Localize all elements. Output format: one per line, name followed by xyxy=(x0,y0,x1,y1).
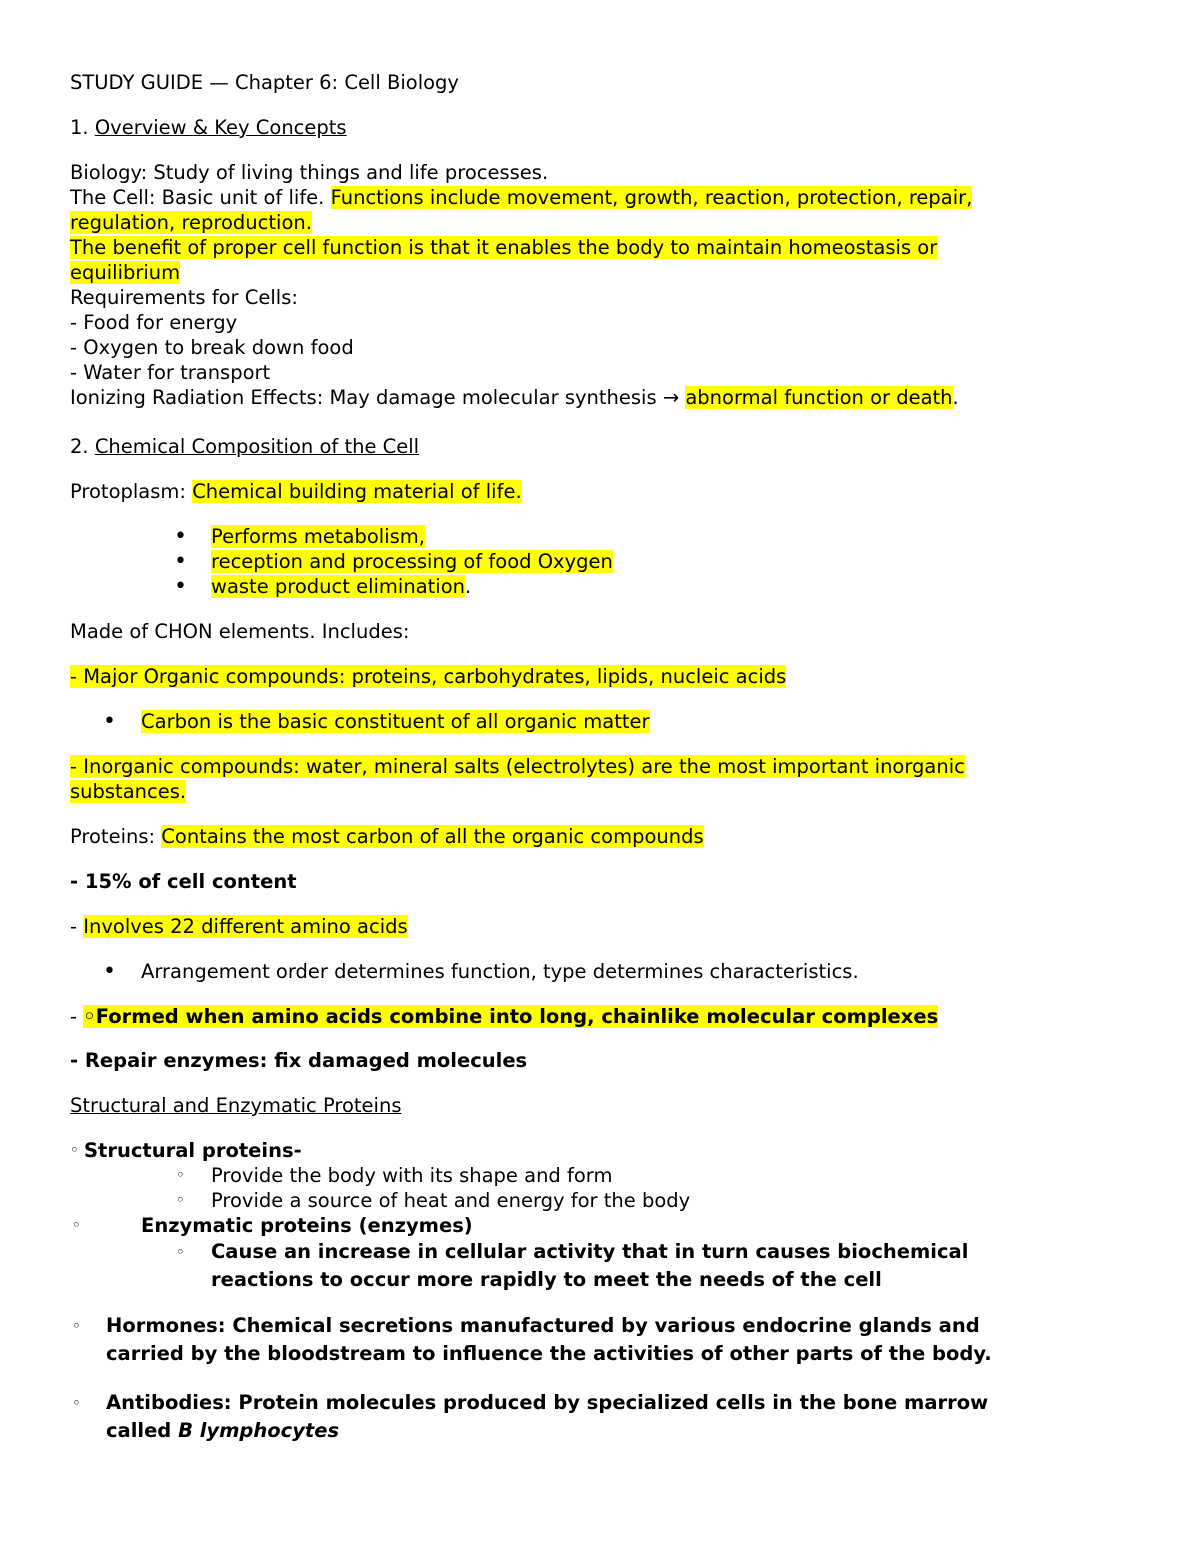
proteins-prefix: Proteins: xyxy=(70,825,162,848)
section2-number: 2. xyxy=(70,435,95,458)
protoplasm-highlight: Chemical building material of life. xyxy=(192,480,522,503)
protoplasm-bullet-text: reception and processing of food Oxygen xyxy=(211,550,613,573)
protoplasm-bullet xyxy=(70,549,1130,574)
benefit-wrap2 xyxy=(70,260,1130,285)
antibodies-line2-italic: B lymphocytes xyxy=(178,1419,340,1442)
protoplasm-definition xyxy=(70,479,1130,504)
structural-item xyxy=(70,1163,1130,1188)
cell-definition xyxy=(70,185,1130,210)
circle-marker: ◦ xyxy=(72,1394,81,1412)
inorganic-line1: - Inorganic compounds: water, mineral salts (electrolytes) are the most important inorganic xyxy=(70,755,965,778)
radiation-effects xyxy=(70,385,1130,410)
radiation-prefix: Ionizing Radiation Effects: May damage molecular synthesis → xyxy=(70,386,686,409)
circle-marker: ◦ xyxy=(72,1317,81,1335)
benefit-line1: The benefit of proper cell function is that it enables the body to maintain homeostasis or xyxy=(70,236,938,259)
repair-enzymes: - Repair enzymes: fix damaged molecules xyxy=(70,1049,528,1072)
bullet-marker: • xyxy=(174,549,187,574)
cell-prefix: The Cell: Basic unit of life. xyxy=(70,186,331,209)
inorganic-wrap2 xyxy=(70,779,1130,804)
amino-acids xyxy=(70,914,1130,939)
circle-marker: ◦ xyxy=(70,1141,79,1159)
hormones-line1: Hormones: Chemical secretions manufactured by various endocrine glands and xyxy=(106,1314,980,1337)
proteins-highlight: Contains the most carbon of all the organic compounds xyxy=(161,825,704,848)
section1-heading xyxy=(70,115,1130,140)
enzymatic-item-line2: reactions to occur more rapidly to meet the needs of the cell xyxy=(211,1268,882,1291)
enzymatic-proteins xyxy=(70,1213,1130,1238)
inorganic-line2: substances. xyxy=(70,780,187,803)
enzymatic-label: Enzymatic proteins (enzymes) xyxy=(141,1214,473,1237)
bullet-marker: • xyxy=(103,959,116,984)
bullet-marker: • xyxy=(103,709,116,734)
document-page xyxy=(70,70,1130,1445)
biology-definition: Biology: Study of living things and life processes. xyxy=(70,161,549,184)
cell-functions-line1: Functions include movement, growth, reaction, protection, repair, xyxy=(330,186,973,209)
enzymatic-item-line1: Cause an increase in cellular activity that in turn causes biochemical xyxy=(211,1240,969,1263)
amino-prefix: - xyxy=(70,915,84,938)
formed-proteins xyxy=(70,1004,1130,1029)
formed-prefix: - xyxy=(70,1005,84,1028)
benefit-wrap1 xyxy=(70,235,1130,260)
protoplasm-bullet xyxy=(70,524,1130,549)
section1-number: 1. xyxy=(70,116,95,139)
document-title: STUDY GUIDE — Chapter 6: Cell Biology xyxy=(70,71,459,94)
benefit-line2: equilibrium xyxy=(70,261,181,284)
organic-compounds: - Major Organic compounds: proteins, carbohydrates, lipids, nucleic acids xyxy=(70,665,787,688)
bullet-marker: • xyxy=(174,574,187,599)
structural-enzymatic-heading: Structural and Enzymatic Proteins xyxy=(70,1094,402,1117)
cell-content: - 15% of cell content xyxy=(70,870,297,893)
protoplasm-bullet-text: Performs metabolism, xyxy=(211,525,425,548)
requirements-heading: Requirements for Cells: xyxy=(70,286,298,309)
arrangement-bullet-text: Arrangement order determines function, type determines characteristics. xyxy=(141,960,859,983)
radiation-suffix: . xyxy=(952,386,959,409)
protoplasm-bullet xyxy=(70,574,1130,599)
protoplasm-bullet-suffix: . xyxy=(465,575,472,598)
proteins-definition xyxy=(70,824,1130,849)
antibodies-line1: Antibodies: Protein molecules produced by specialized cells in the bone marrow xyxy=(106,1391,989,1414)
requirement-item: - Food for energy xyxy=(70,311,238,334)
circle-marker: ◦ xyxy=(176,1166,185,1184)
structural-item-text: Provide a source of heat and energy for the body xyxy=(211,1189,691,1212)
carbon-bullet xyxy=(70,709,1130,734)
antibodies-line2-prefix: called xyxy=(106,1419,179,1442)
section2-heading-text: Chemical Composition of the Cell xyxy=(94,435,420,458)
structural-label: Structural proteins- xyxy=(84,1139,302,1162)
structural-item xyxy=(70,1188,1130,1213)
section2-heading xyxy=(70,434,1130,459)
circle-marker: ◦ xyxy=(176,1243,185,1261)
requirement-item: - Water for transport xyxy=(70,361,271,384)
enzymatic-item xyxy=(70,1238,1130,1294)
chon-elements: Made of CHON elements. Includes: xyxy=(70,620,410,643)
circle-marker: ◦ xyxy=(176,1191,185,1209)
structural-item-text: Provide the body with its shape and form xyxy=(211,1164,613,1187)
inorganic-wrap1 xyxy=(70,754,1130,779)
cell-functions-line2: regulation, reproduction. xyxy=(70,211,312,234)
carbon-bullet-text: Carbon is the basic constituent of all organic matter xyxy=(141,710,650,733)
formed-highlight: ◦Formed when amino acids combine into long, chainlike molecular complexes xyxy=(83,1005,939,1028)
hormones-line2: carried by the bloodstream to influence the activities of other parts of the body. xyxy=(106,1342,992,1365)
structural-proteins xyxy=(70,1138,1130,1163)
antibodies xyxy=(70,1389,1130,1445)
bullet-marker: • xyxy=(174,524,187,549)
hormones xyxy=(70,1312,1130,1368)
requirement-item: - Oxygen to break down food xyxy=(70,336,354,359)
circle-marker: ◦ xyxy=(72,1216,81,1234)
cell-functions-wrap xyxy=(70,210,1130,235)
radiation-highlight: abnormal function or death xyxy=(685,386,953,409)
protoplasm-prefix: Protoplasm: xyxy=(70,480,193,503)
section1-heading-text: Overview & Key Concepts xyxy=(94,116,347,139)
amino-highlight: Involves 22 different amino acids xyxy=(83,915,408,938)
organic-wrap xyxy=(70,664,1130,689)
arrangement-bullet xyxy=(70,959,1130,984)
protoplasm-bullet-text: waste product elimination xyxy=(211,575,466,598)
